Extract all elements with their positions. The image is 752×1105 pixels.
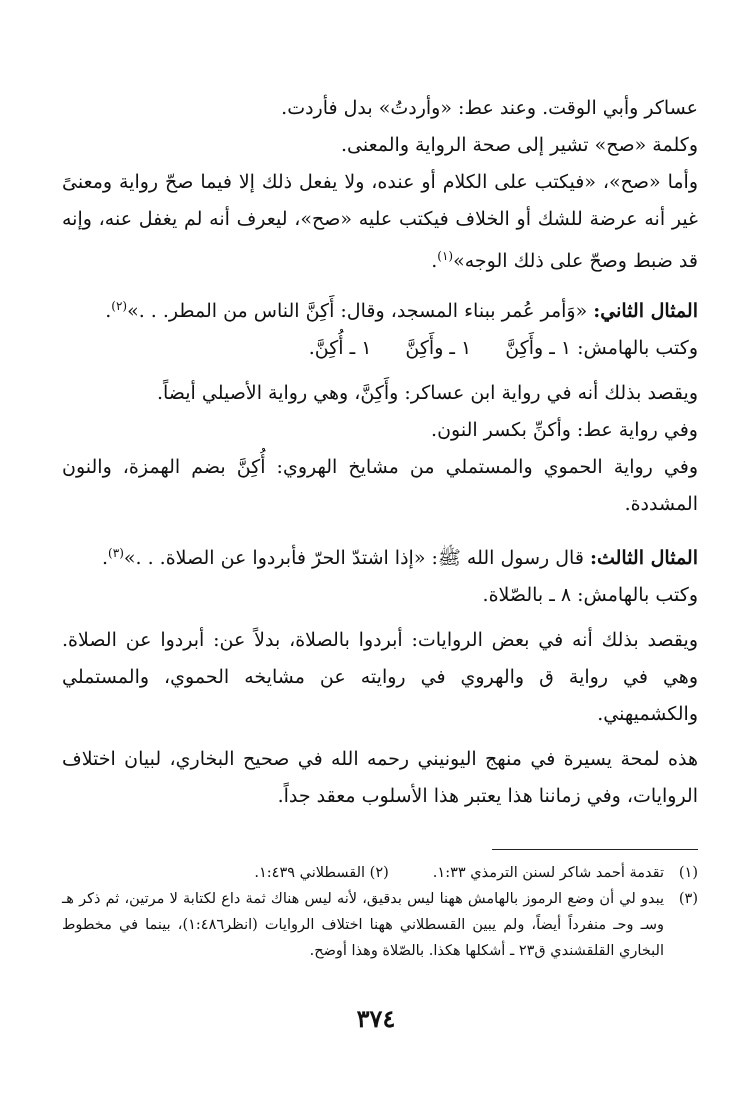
margin-item: ٨ ـ بالصّلاة. bbox=[482, 584, 572, 606]
footnote-text: القسطلاني ١:٤٣٩. bbox=[254, 865, 366, 881]
footnote-divider bbox=[492, 849, 698, 850]
example-text: «وَأمر عُمر ببناء المسجد، وقال: أَكِنَّ الناس من المطر. . .» bbox=[127, 300, 594, 322]
footnote-number: (٢) bbox=[369, 865, 389, 881]
body-text bbox=[62, 90, 698, 815]
footnote bbox=[62, 860, 698, 886]
margin-item: ١ ـ وأَكِنَّ bbox=[505, 337, 572, 359]
footnote-text: تقدمة أحمد شاكر لسنن الترمذي ١:٣٣. bbox=[432, 865, 664, 881]
footnotes bbox=[62, 860, 698, 964]
example-3: المثال الثالث: قال رسول الله ﷺ: «إذا اشتدّ الحرّ فأبردوا عن الصلاة. . .»$^{(٣)}$. bbox=[102, 546, 698, 569]
margin-item: ١ ـ وأَكِنَّ bbox=[405, 337, 472, 359]
paragraph: عساكر وأبي الوقت. وعند عط: «وأردتُ» بدل فأردت. bbox=[281, 97, 698, 119]
page-number: ٣٧٤ bbox=[356, 1004, 396, 1033]
paragraph: ويقصد بذلك أنه في رواية ابن عساكر: وأَكِنَّ، وهي رواية الأصيلي أيضاً. bbox=[156, 382, 698, 404]
example-label: المثال الثاني: bbox=[593, 300, 698, 322]
margin-note bbox=[62, 330, 698, 367]
footnote bbox=[62, 886, 698, 964]
footnote-ref: (١) bbox=[437, 249, 454, 263]
paragraph: ويقصد بذلك أنه في بعض الروايات: أبردوا بالصلاة، بدلاً عن: أبردوا عن الصلاة. وهي في رواية ق والهروي في روايته عن مشايخه الحموي، والمستملي والكشميهني. bbox=[62, 629, 698, 725]
paragraph: وفي رواية الحموي والمستملي من مشايخ الهروي: أُكِنَّ بضم الهمزة، والنون المشددة. bbox=[62, 456, 698, 515]
footnote-ref: (٢) bbox=[111, 299, 128, 313]
paragraph-text: وأما «صح»، «فيكتب على الكلام أو عنده، ولا يفعل ذلك إلا فيما صحّ رواية ومعنىً غير أنه عرضة للشك أو الخلاف فيكتب عليه «صح»، ليعرف أنه لم يغفل عنه، وإنه قد ضبط وصحّ على ذلك الوجه» bbox=[62, 171, 698, 272]
margin-item: ١ ـ أُكِنَّ. bbox=[308, 337, 372, 359]
paragraph: وأما «صح»، «فيكتب على الكلام أو عنده، ولا يفعل ذلك إلا فيما صحّ رواية ومعنىً غير أنه عرضة للشك أو الخلاف فيكتب عليه «صح»، ليعرف أنه لم يغفل عنه، وإنه قد ضبط وصحّ على ذلك الوجه»$^{(١)}$. bbox=[62, 171, 698, 272]
margin-label: وكتب بالهامش: bbox=[577, 337, 698, 359]
margin-label: وكتب بالهامش: bbox=[577, 584, 698, 606]
example-2: المثال الثاني: «وَأمر عُمر ببناء المسجد، وقال: أَكِنَّ الناس من المطر. . .»$^{(٢)}$. bbox=[105, 299, 698, 322]
example-text: قال رسول الله ﷺ: «إذا اشتدّ الحرّ فأبردوا عن الصلاة. . .» bbox=[123, 547, 590, 569]
closing-paragraph: هذه لمحة يسيرة في منهج اليونيني رحمه الله في صحيح البخاري، لبيان اختلاف الروايات، وفي زماننا هذا يعتبر هذا الأسلوب معقد جداً. bbox=[62, 748, 698, 807]
paragraph: وفي رواية عط: وأكنِّ بكسر النون. bbox=[431, 419, 698, 441]
footnote-number: (٣) bbox=[678, 891, 698, 907]
footnote-ref: (٣) bbox=[108, 546, 124, 560]
footnote-number: (١) bbox=[678, 865, 698, 881]
example-label: المثال الثالث: bbox=[589, 547, 698, 569]
paragraph: وكلمة «صح» تشير إلى صحة الرواية والمعنى. bbox=[341, 134, 698, 156]
page-content bbox=[62, 90, 698, 964]
margin-note bbox=[62, 577, 698, 614]
footnote-text: يبدو لي أن وضع الرموز بالهامش ههنا ليس بدقيق، لأنه ليس هناك ثمة داع لكتابة لا مرتين، ثم ذكر هـ وسـ وحـ منفرداً أيضاً، ولم يبين القسطلاني ههنا اختلاف الروايات (انظر١:٤٨٦)، بينما في مخطوط البخاري القلقشندي ق٢٣ ـ أشكلها هكذا. بالصّلاة وهذا أوضح. bbox=[62, 891, 664, 959]
